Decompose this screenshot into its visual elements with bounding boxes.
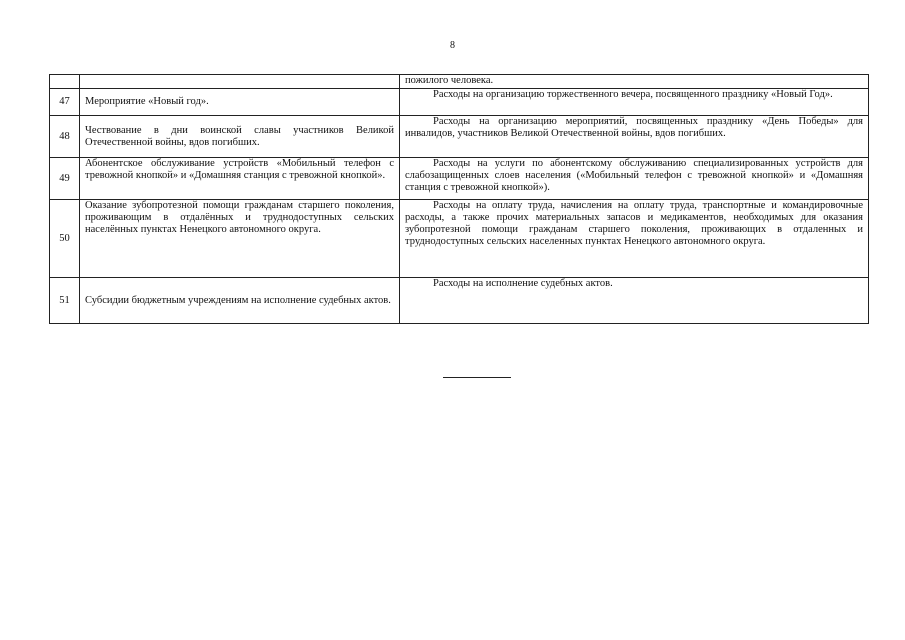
expense-description-text: Расходы на услуги по абонентскому обслуживанию специализированных устройств для слабозащищенных слоев населения («Мобильный телефон с тревожной кнопкой» и «Домашняя станция с тревожной кнопкой»). — [405, 158, 863, 193]
table-row — [50, 158, 869, 200]
event-name: Оказание зубопротезной помощи гражданам старшего поколения, проживающим в отдалённых и труднодоступных сельских населённых пунктах Ненецкого автономного округа. — [80, 200, 400, 278]
event-name: Субсидии бюджетным учреждениям на исполнение судебных актов. — [80, 278, 400, 324]
expense-description-text: пожилого человека. — [405, 75, 494, 86]
expense-description — [400, 116, 869, 158]
table-row — [50, 89, 869, 116]
expense-description — [400, 158, 869, 200]
event-name — [80, 75, 400, 89]
row-number: 50 — [50, 200, 80, 278]
expenses-table — [49, 74, 869, 324]
table-row — [50, 116, 869, 158]
event-name: Абонентское обслуживание устройств «Мобильный телефон с тревожной кнопкой» и «Домашняя станция с тревожной кнопкой». — [80, 158, 400, 200]
row-number: 51 — [50, 278, 80, 324]
expense-description — [400, 200, 869, 278]
expense-description — [400, 278, 869, 324]
end-of-document-rule — [443, 377, 511, 378]
row-number — [50, 75, 80, 89]
expense-description-text: Расходы на организацию торжественного вечера, посвященного празднику «Новый Год». — [433, 89, 833, 100]
row-number: 49 — [50, 158, 80, 200]
expense-description — [400, 89, 869, 116]
table-row — [50, 75, 869, 89]
event-name: Мероприятие «Новый год». — [80, 89, 400, 116]
expense-description-text: Расходы на организацию мероприятий, посвященных празднику «День Победы» для инвалидов, участников Великой Отечественной войны, вдов погибших. — [405, 116, 863, 139]
expense-description-text: Расходы на исполнение судебных актов. — [433, 278, 613, 289]
table-row — [50, 278, 869, 324]
expense-description-text: Расходы на оплату труда, начисления на оплату труда, транспортные и командировочные расходы, а также прочих материальных запасов и медикаментов, необходимых для оказания зубопротезной помощи гражданам старшего поколения, проживающих в отдаленных и труднодоступных сельских населенных пунктах Ненецкого автономного округа. — [405, 200, 863, 247]
table-row — [50, 200, 869, 278]
row-number: 47 — [50, 89, 80, 116]
row-number: 48 — [50, 116, 80, 158]
event-name: Чествование в дни воинской славы участников Великой Отечественной войны, вдов погибших. — [80, 116, 400, 158]
page-number: 8 — [450, 40, 455, 51]
expense-description — [400, 75, 869, 89]
